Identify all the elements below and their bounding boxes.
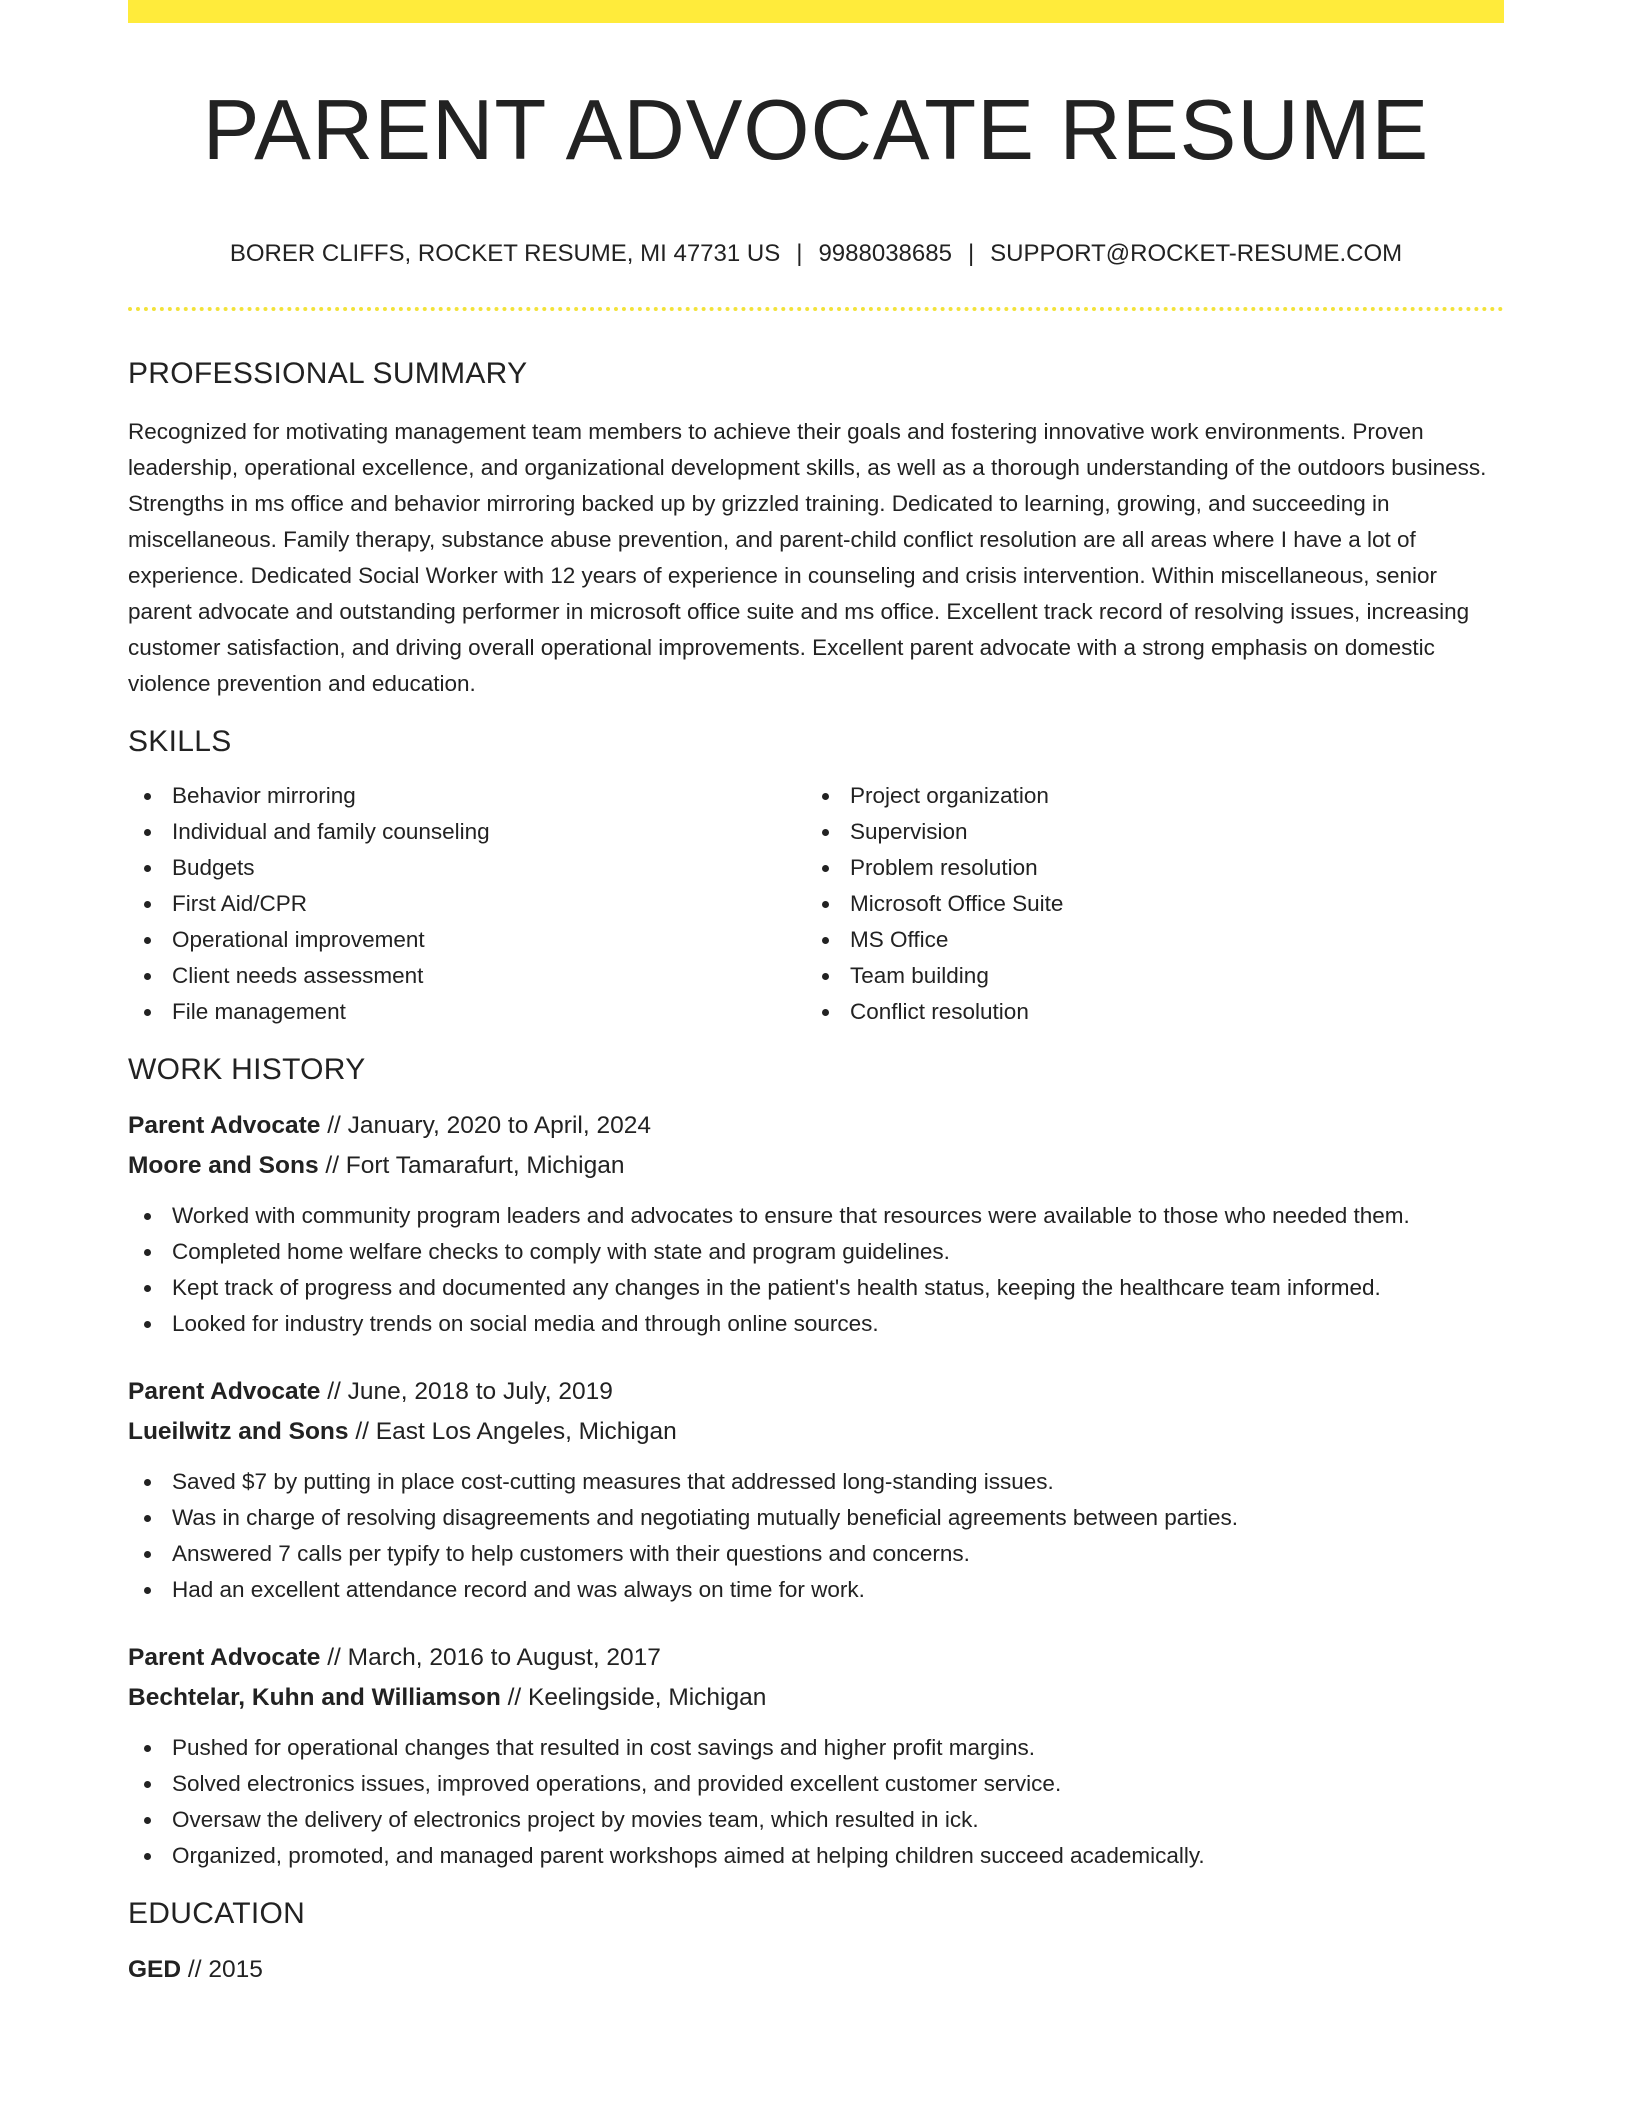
phone[interactable]: 9988038685: [818, 240, 952, 267]
job-bullet: Pushed for operational changes that resulted in cost savings and higher profit margins.: [128, 1730, 1504, 1766]
skill-item: Operational improvement: [128, 922, 806, 958]
job-title-line: [128, 1372, 1504, 1412]
job-bullet: Had an excellent attendance record and was always on time for work.: [128, 1572, 1504, 1608]
email[interactable]: SUPPORT@ROCKET-RESUME.COM: [990, 240, 1403, 267]
separator: |: [967, 240, 975, 267]
skills-list-right: [806, 778, 1484, 1030]
job-bullet: Completed home welfare checks to comply with state and program guidelines.: [128, 1234, 1504, 1270]
section-heading: SKILLS: [128, 725, 232, 758]
skills-section: [128, 720, 1504, 1030]
dotted-divider: [128, 307, 1504, 311]
contact-line: [128, 236, 1504, 272]
job-company-line: [128, 1412, 1504, 1452]
job-bullets: [128, 1730, 1504, 1874]
section-heading: EDUCATION: [128, 1897, 306, 1930]
job-title: Parent Advocate: [128, 1378, 321, 1405]
skill-item: Problem resolution: [806, 850, 1484, 886]
section-heading: PROFESSIONAL SUMMARY: [128, 357, 528, 390]
skill-item: Client needs assessment: [128, 958, 806, 994]
skill-item: Budgets: [128, 850, 806, 886]
job-company-line: [128, 1146, 1504, 1186]
address: BORER CLIFFS, ROCKET RESUME, MI 47731 US: [229, 240, 781, 267]
skill-item: First Aid/CPR: [128, 886, 806, 922]
job-bullet: Solved electronics issues, improved operations, and provided excellent customer service.: [128, 1766, 1504, 1802]
job-company: Moore and Sons: [128, 1152, 319, 1179]
degree: GED: [128, 1956, 182, 1983]
section-heading: WORK HISTORY: [128, 1053, 366, 1086]
job-company: Lueilwitz and Sons: [128, 1418, 349, 1445]
job-bullets: [128, 1198, 1504, 1342]
job-company-line: [128, 1678, 1504, 1718]
job-entry: [128, 1372, 1504, 1608]
job-bullet: Worked with community program leaders and advocates to ensure that resources were available to those who needed them.: [128, 1198, 1504, 1234]
job-bullet: Answered 7 calls per typify to help customers with their questions and concerns.: [128, 1536, 1504, 1572]
job-company: Bechtelar, Kuhn and Williamson: [128, 1684, 501, 1711]
skill-item: Microsoft Office Suite: [806, 886, 1484, 922]
job-dates: // June, 2018 to July, 2019: [320, 1378, 613, 1405]
skill-item: Conflict resolution: [806, 994, 1484, 1030]
job-location: // Keelingside, Michigan: [500, 1684, 767, 1711]
education-year: // 2015: [181, 1956, 263, 1983]
skills-list-left: [128, 778, 806, 1030]
job-title-line: [128, 1638, 1504, 1678]
job-title: Parent Advocate: [128, 1112, 321, 1139]
accent-bar: [128, 0, 1504, 23]
education-section: [128, 1892, 1504, 1990]
skill-item: File management: [128, 994, 806, 1030]
resume-body: [128, 352, 1504, 1990]
job-location: // Fort Tamarafurt, Michigan: [318, 1152, 625, 1179]
job-entry: [128, 1106, 1504, 1342]
job-bullet: Was in charge of resolving disagreements and negotiating mutually beneficial agreements between parties.: [128, 1500, 1504, 1536]
job-location: // East Los Angeles, Michigan: [348, 1418, 677, 1445]
summary-text: Recognized for motivating management team members to achieve their goals and fostering innovative work environments. Proven leadership, operational excellence, and organizational development skills, as well as a thorough understanding of the outdoors business. Strengths in ms office and behavior mirroring backed up by grizzled training. Dedicated to learning, growing, and succeeding in miscellaneous. Family therapy, substance abuse prevention, and parent-child conflict resolution are all areas where I have a lot of experience. Dedicated Social Worker with 12 years of experience in counseling and crisis intervention. Within miscellaneous, senior parent advocate and outstanding performer in microsoft office suite and ms office. Excellent track record of resolving issues, increasing customer satisfaction, and driving overall operational improvements. Excellent parent advocate with a strong emphasis on domestic violence prevention and education.: [128, 419, 1487, 696]
summary-section: [128, 352, 1504, 702]
skill-item: Supervision: [806, 814, 1484, 850]
skill-item: Team building: [806, 958, 1484, 994]
job-bullet: Saved $7 by putting in place cost-cutting measures that addressed long-standing issues.: [128, 1464, 1504, 1500]
page-title: PARENT ADVOCATE RESUME: [202, 83, 1430, 178]
job-bullet: Kept track of progress and documented any changes in the patient's health status, keeping the healthcare team informed.: [128, 1270, 1504, 1306]
job-dates: // March, 2016 to August, 2017: [320, 1644, 661, 1671]
skill-item: Individual and family counseling: [128, 814, 806, 850]
skill-item: MS Office: [806, 922, 1484, 958]
job-bullet: Organized, promoted, and managed parent workshops aimed at helping children succeed academically.: [128, 1838, 1504, 1874]
job-bullets: [128, 1464, 1504, 1608]
job-dates: // January, 2020 to April, 2024: [320, 1112, 651, 1139]
skills-columns: [128, 778, 1504, 1030]
skill-item: Project organization: [806, 778, 1484, 814]
job-entry: [128, 1638, 1504, 1874]
skill-item: Behavior mirroring: [128, 778, 806, 814]
separator: |: [796, 240, 803, 267]
job-title-line: [128, 1106, 1504, 1146]
job-title: Parent Advocate: [128, 1644, 321, 1671]
job-bullet: Looked for industry trends on social media and through online sources.: [128, 1306, 1504, 1342]
education-entry: [128, 1950, 1504, 1990]
work-history-section: [128, 1048, 1504, 1874]
job-bullet: Oversaw the delivery of electronics project by movies team, which resulted in ick.: [128, 1802, 1504, 1838]
